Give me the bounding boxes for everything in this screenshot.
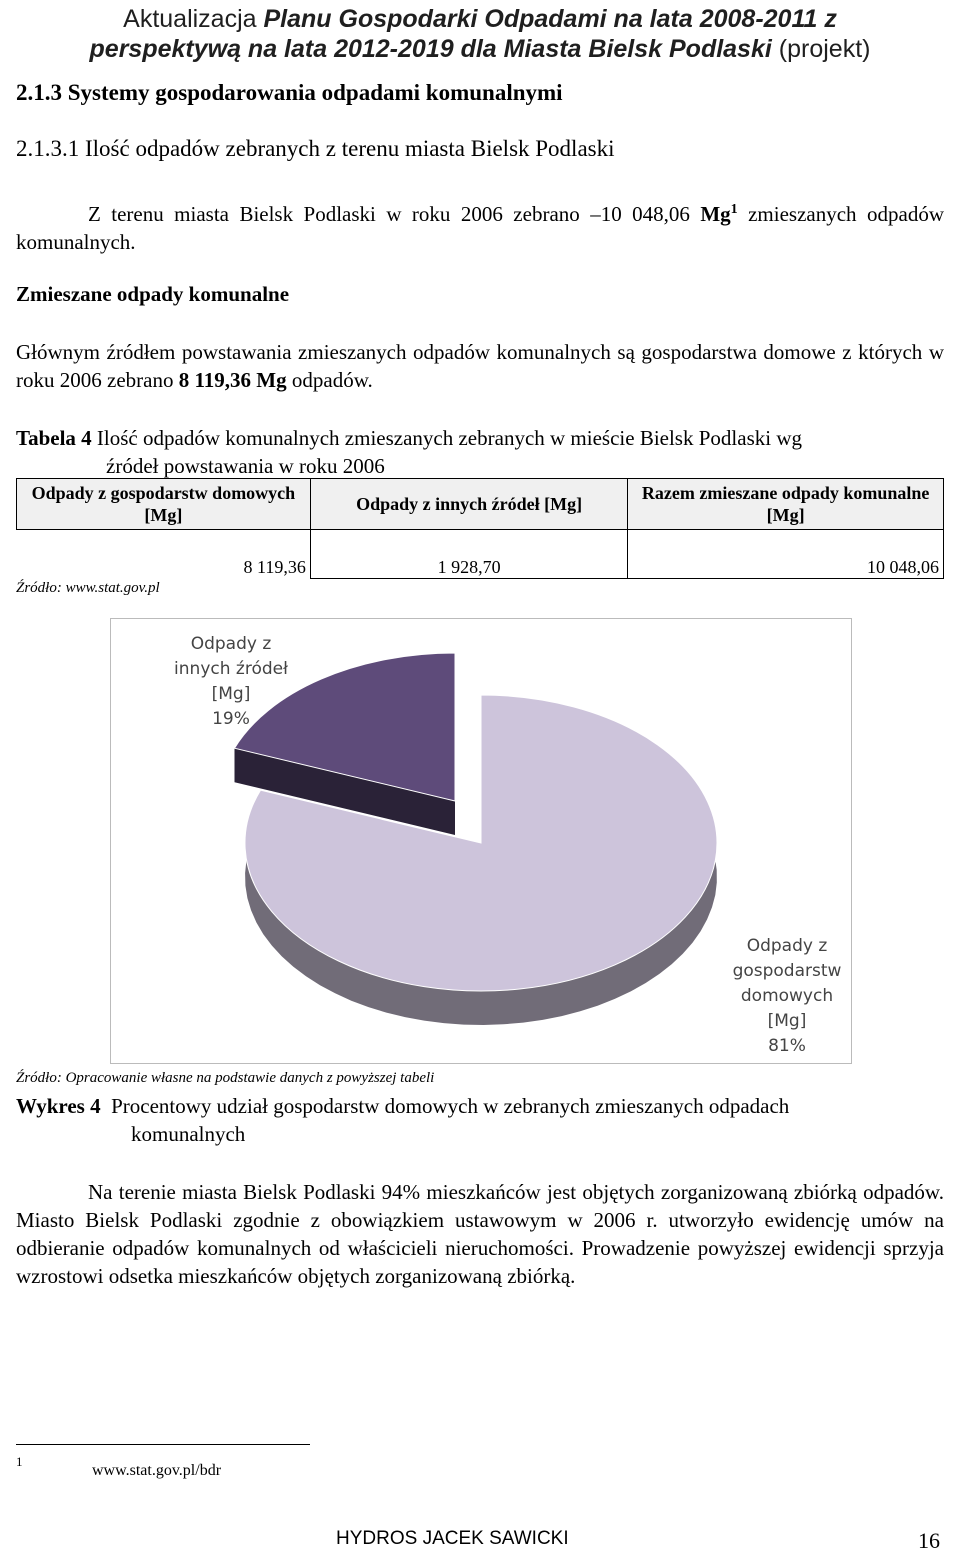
footnote-text: www.stat.gov.pl/bdr <box>92 1462 222 1479</box>
table-source: Źródło: www.stat.gov.pl <box>16 580 160 596</box>
table-header-cell: Odpady z innych źródeł [Mg] <box>310 479 628 530</box>
pie-chart-frame <box>110 618 852 1064</box>
mixed-waste-heading: Zmieszane odpady komunalne <box>16 282 290 306</box>
footer-company: HYDROS JACEK SAWICKI <box>336 1528 569 1549</box>
pie-label-other: 19% <box>212 709 250 729</box>
table-cell: 10 048,06 <box>628 530 944 579</box>
pie-label-household: Odpady z <box>746 936 828 956</box>
subsection-heading: 2.1.3.1 Ilość odpadów zebranych z terenu miasta Bielsk Podlaski <box>16 136 615 161</box>
table-caption: Tabela 4 Ilość odpadów komunalnych zmieszanych zebranych w mieście Bielsk Podlaski wg źródeł powstawania w roku 2006 <box>16 426 802 478</box>
table-cell: 8 119,36 <box>17 530 311 579</box>
pie-label-other: Odpady z <box>190 634 272 654</box>
table-header-row <box>17 479 944 530</box>
figure-caption: Wykres 4 Procentowy udział gospodarstw domowych w zebranych zmieszanych odpadach komunalnych <box>16 1094 790 1146</box>
paragraph-total-collected: Z terenu miasta Bielsk Podlaski w roku 2006 zebrano –10 048,06 Mg$^1$ zmieszanych odpadów komunalnych. <box>16 202 944 254</box>
footnote-ref: 1 <box>730 202 738 217</box>
header-line-1: Aktualizacja Planu Gospodarki Odpadami na lata 2008-2011 z <box>123 5 837 33</box>
table-row <box>17 530 944 579</box>
pie-label-household: [Mg] <box>767 1011 807 1031</box>
table-cell: 1 928,70 <box>310 530 628 579</box>
waste-table <box>16 478 944 579</box>
pie-label-household: gospodarstw <box>732 961 842 981</box>
footnote-number: 1 <box>16 1454 23 1469</box>
paragraph-households: Głównym źródłem powstawania zmieszanych odpadów komunalnych są gospodarstwa domowe z których w roku 2006 zebrano 8 119,36 Mg odpadów. <box>16 340 944 392</box>
footnote-separator <box>16 1444 310 1445</box>
section-heading: 2.1.3 Systemy gospodarowania odpadami komunalnymi <box>16 80 563 105</box>
pie-label-household: 81% <box>768 1036 806 1056</box>
pie-label-other: [Mg] <box>211 684 251 704</box>
header-line-2: perspektywą na lata 2012-2019 dla Miasta Bielsk Podlaski (projekt) <box>89 35 871 63</box>
page-number: 16 <box>918 1528 940 1553</box>
pie-chart <box>111 619 851 1063</box>
document-header <box>0 4 960 64</box>
pie-label-other: innych źródeł <box>174 659 288 679</box>
table-header-cell: Odpady z gospodarstw domowych [Mg] <box>17 479 311 530</box>
chart-source: Źródło: Opracowanie własne na podstawie danych z powyższej tabeli <box>16 1070 435 1086</box>
paragraph-collection-coverage: Na terenie miasta Bielsk Podlaski 94% mieszkańców jest objętych zorganizowaną zbiórką odpadów. Miasto Bielsk Podlaski zgodnie z obowiązkiem ustawowym w 2006 r. utworzyło ewidencję umów na odbieranie odpadów komunalnych od właścicieli nieruchomości. Prowadzenie powyższej ewidencji sprzyja wzrostowi odsetka mieszkańców objętych zorganizowaną zbiórką. <box>16 1180 944 1288</box>
table-header-cell: Razem zmieszane odpady komunalne [Mg] <box>628 479 944 530</box>
pie-label-household: domowych <box>740 986 834 1006</box>
